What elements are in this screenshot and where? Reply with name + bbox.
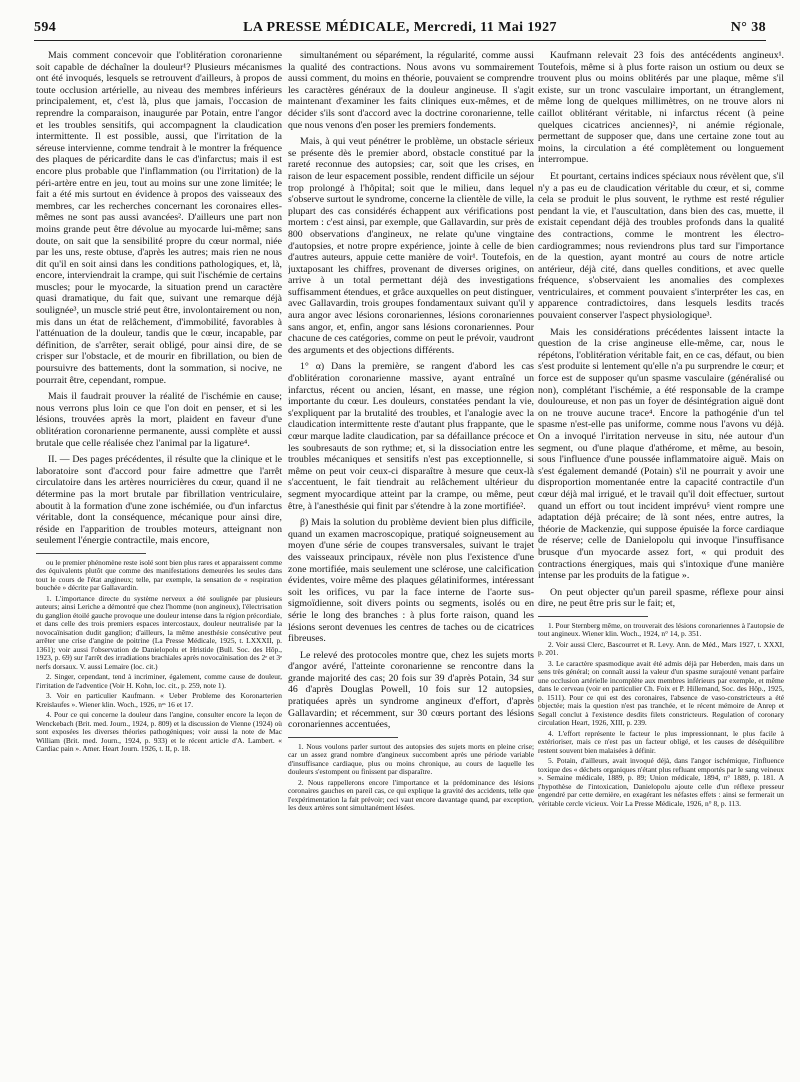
body-paragraph: Mais comment concevoir que l'oblitération coronarienne soit capable de déchaîner la douleur¹? Plusieurs mécanismes ont été invoqués, lesquels se retrouvent d'ailleurs, à propos de toute occlusion artérielle, au niveau des membres inférieurs principalement, et, c'est là, plus que jamais, l'occasion de reprendre la comparaison, inaugurée par Potain, entre l'angor et les troubles sensitifs, qui accompagnent la claudication intermittente. Il est possible, aussi, que l'irritation de la séreuse intervienne, comme tendrait à le montrer la fréquence des plaques de péricardite dans le cas d'infarctus; mais il est encore plus probable que l'inflammation (ou l'irritation) de la péri-artère entre en jeu, tout au moins sur une zone limitée; le fait a été mis surtout en évidence à propos des vaisseaux des membres, car les recherches concernant les coronaires elles-mêmes ne sont pas aussi avancées². D'ailleurs une part non moins grande peut être dévolue au myocarde lui-même; sans doute, on sait que la sensibilité propre du cœur normal, niée par les uns, reste obtuse, d'après les autres; mais rien ne nous dit qu'il en soit ainsi dans les conditions pathologiques, et, là, encore, interviendrait la crampe, qui suit l'ischémie de certains muscles; pour le myocarde, la situation prend un caractère quasi dramatique, du fait que, suivant une remarque déjà soulignée³, un muscle strié peut être, involontairement ou non, mis dans un état de relâchement, d'immobilité, favorables à l'atténuation de la douleur, tandis que le cœur, incapable, par définition, de s'arrêter, serait obligé, pour ainsi dire, de se crisper sur l'obstacle, et de mourir en fibrillation, ou bien de poursuivre des battements, dont la sommation, si nocive, ne pourrait être, cependant, rompue.: [36, 50, 282, 386]
running-header: [34, 18, 766, 41]
footnote: 5. Potain, d'ailleurs, avait invoqué déjà, dans l'angor ischémique, l'influence toxique des « déchets organiques n'étant plus refluant emportés par le sang veineux ». Semaine médicale, 1889, p. 89; Union médicale, 1894, n° 1889, p. 181. A l'hypothèse de l'intoxication, Danielopolu ajoute celle d'un réflexe presseur engendré par cette dernière, en exagérant les néfastes effets : ainsi se fermerait un véritable cercle vicieux. Voir La Presse Médicale, 1926, n° 8, p. 113.: [538, 756, 784, 808]
footnote: 2. Singer, cependant, tend à incriminer, également, comme cause de douleur, l'irritation de l'adventice (Voir H. Kohn, loc. cit., p. 259, note 1).: [36, 672, 282, 690]
column-2: [288, 50, 534, 1070]
column-3: [538, 50, 784, 1070]
footnote: 2. Voir aussi Clerc, Bascourret et R. Levy. Ann. de Méd., Mars 1927, t. XXXI, p. 201.: [538, 639, 784, 658]
footnote: 2. Nous rappellerons encore l'importance et la prédominance des lésions coronaires gauches en pareil cas, ce qui explique la gravité des accidents, telle que l'expérimentation la fait prévoir; ceci vaut encore davantage quand, par exception, les deux artères sont simultanément lésées.: [288, 777, 534, 813]
journal-title: LA PRESSE MÉDICALE, Mercredi, 11 Mai 1927: [243, 20, 557, 35]
footnote: 4. Pour ce qui concerne la douleur dans l'angine, consulter encore la leçon de Wenckebach (Brit. med. Journ., 1924, p. 809) et la discussion de Vienne (1924) où sont exposées les diverses théories pathogéniques; voir aussi la note de Mac William (Brit. med. Journ., 1924, p. 933) et le récent article d'A. Lambert. « Cardiac pain ». Amer. Heart Journ. 1926, t. II, p. 18.: [36, 710, 282, 754]
footnote: 3. Voir en particulier Kaufmann. « Ueber Probleme des Koronarterien Kreislaufes ». Wiener klin. Woch., 1926, nᵒˢ 16 et 17.: [36, 691, 282, 709]
body-paragraph: Et pourtant, certains indices spéciaux nous révèlent que, s'il n'y a pas eu de claudication véritable du cœur, et si, comme cela se produit le plus souvent, le rythme est resté régulier pendant la vie, et l'auscultation, dans bien des cas, muette, il existait cependant déjà des troubles profonds dans la qualité des contractions, comme le montrent les électro-cardiogrammes; nous reviendrons plus tard sur l'importance de la question, ayant montré au cours de notre article antérieur, déjà cité, dans quelles conditions, et avec quelle fréquence, s'observaient les anomalies des complexes ventriculaires, et comment pouvaient s'interpréter les cas, en apparence contradictoires, dans lesquels lesdits tracés pouvaient conserver l'aspect physiologique³.: [538, 170, 784, 322]
body-paragraph: II. — Des pages précédentes, il résulte que la clinique et le laboratoire sont d'accord pour faire admettre que l'arrêt circulatoire dans les artères nourricières du cœur, quand il ne détermine pas la mort brutale par fibrillation ventriculaire, aboutit à la formation d'une zone ischémiée, ou d'un infarctus véritable, dont la conséquence, mécanique pour ainsi dire, réside en l'apparition de troubles moteurs, atteignant non seulement l'énergie contractile, mais encore,: [36, 454, 282, 547]
body-paragraph: Mais, à qui veut pénétrer le problème, un obstacle sérieux se présente dès le premier abord, obstacle constitué par la rareté reconnue des autopsies; car, soit que les crises, en raison de leur espacement possible, rendent difficile un séjour trop prolongé à l'hôpital; soit que le milieu, dans lequel s'observe surtout le syndrome, concerne la clientèle de ville, la plupart des cas considérés échappent aux vérifications post mortem : c'est ainsi, par exemple, que Gallavardin, sur près de 800 observations d'angineux, ne relate qu'une vingtaine d'autopsies, et notre propre expérience, jointe à celle de bien d'autres auteurs, appuie cette manière de voir¹. Toutefois, en juxtaposant les chiffres, provenant de diverses origines, on arrive à un total permettant déjà des investigations suffisamment étendues, et grâce auxquelles on peut distinguer, avec Gallavardin, trois groupes fondamentaux suivant qu'il y aura angor avec lésions coronariennes, lésions coronariennes sans angor, et, enfin, angor sans lésions coronariennes. Pour chacune de ces catégories, comme on peut le prévoir, vaudront des arguments et des objections différents.: [288, 136, 534, 356]
body-paragraph: Le relevé des protocoles montre que, chez les sujets morts d'angor avéré, l'atteinte coronarienne se rencontre dans la grande majorité des cas; 20 fois sur 39 d'après Potain, 34 sur 46 d'après Douglas Powell, 10 fois sur 12 autopsies, pratiquées après un syndrome angineux d'effort, d'après Gallavardin; et récemment, sur 30 cœurs portant des lésions coronariennes accentuées,: [288, 649, 534, 731]
body-paragraph: Kaufmann relevait 23 fois des antécédents angineux¹. Toutefois, même si à plus forte raison un ostium ou deux se trouvent plus ou moins oblitérés par une plaque, même s'il existe, sur un tronc vasculaire important, un étranglement, même long de quelques millimètres, on ne trouve alors ni caillot oblitérant véritable, ni infarctus récent (à peine quelques cicatrices anciennes)², ni anémie régionale, permettant de supposer que, dans une certaine zone tout au moins, la circulation a été complètement ou longuement interrompue.: [538, 50, 784, 166]
footnote-separator: [288, 737, 398, 738]
footnote: 1. L'importance directe du système nerveux a été soulignée par plusieurs auteurs; ainsi Leriche a démontré que chez l'homme (non angineux), l'électrisation du ganglion étoilé gauche provoque une douleur intense dans la région précordiale, et dans celle des trois premiers espaces intercostaux, douleur neutralisée par la novocaïnisation dudit ganglion; d'ailleurs, la même anesthésie consécutive peut arrêter une crise d'angine de poitrine (La Presse Médicale, 1925, t. LXXXII, p. 1361); voir aussi l'observation de Danielopolu et Hristide (Bull. Soc. des Hôp., 1923, p. 69) sur l'arrêt des irradiations brachiales après novocaïnisation des 2ᵉ et 3ᵉ nerfs dorsaux. V. aussi Lemaire (loc. cit.): [36, 593, 282, 671]
body-paragraph: Mais les considérations précédentes laissent intacte la question de la crise angineuse elle-même, car, nous le répétons, l'oblitération véritable fait, en ce cas, défaut, ou bien s'est produite si lentement qu'elle n'a pu surprendre le cœur; et force est de supposer qu'un spasme vasculaire (généralisé ou non), complétant l'ischémie, a été responsable de la crampe douloureuse, et non pas un foyer de désintégration aiguë dont on ne trouve aucune trace⁴. Encore la pathogénie d'un tel spasme n'est-elle pas uniforme, comme nous l'avons vu déjà. On a invoqué l'irritation nerveuse in situ, née autour d'un segment, ou d'une plaque d'athérome, et même, au besoin, sous l'influence d'une poussée inflammatoire aiguë. Mais on s'est également demandé (Potain) s'il ne pourrait y avoir une disproportion momentanée entre la capacité contractile d'un cœur déjà mal irrigué, et le travail qu'il doit effectuer, surtout quand un effort ou tout incident imprévu⁵ vient rompre une adaptation déjà précaire; de là sont nées, entre autres, la théorie de Mackenzie, qui suppose épuisée la force cardiaque de réserve; celle de Danielopolu qui invoque l'insuffisance brusque d'un myocarde assez fort, « qui produit des contractions énergiques, mais qui s'intoxique d'une manière intense par les produits de la fatigue ».: [538, 326, 784, 582]
body-paragraph: 1° α) Dans la première, se rangent d'abord les cas d'oblitération coronarienne massive, ayant entraîné un infarctus, récent ou ancien, lésant, en masse, une région importante du cœur. Les douleurs, constatées pendant la vie, s'expliquent par la brutalité des troubles, et l'analogie avec la claudication intermittente reste d'autant plus frappante, que le cœur marque ladite claudication, par sa défaillance précoce et les soubresauts de son rythme; et, si la dissociation entre les troubles mécaniques et sensitifs n'est pas exceptionnelle, si même on peut voir ceux-ci disparaître à mesure que ceux-là s'accentuent, le fait tiendrait au relâchement ultérieur du segment myocardique atteint par la crampe, ou même, peut être, à l'anesthésie qui finit par s'étendre à la zone mortifiée².: [288, 361, 534, 512]
footnote: 3. Le caractère spasmodique avait été admis déjà par Heberden, mais dans un sens très général; on connaît aussi la valeur d'un spasme surajouté venant parfaire une occlusion artérielle incomplète aux membres inférieurs par exemple, et même dans le cerveau (voir en particulier Ch. Foix et P. Hillemand, Soc. des Hôp., 1925, p. 1511). Pour ce qui est des coronaires, l'absence de vaso-constricteurs a été objectée; mais la question n'est pas tranchée, et le récent mémoire de Anrep et Segall conclut à l'existence desdits filets constricteurs. Regulation of coronary circulation Heart, 1926, XIII, p. 239.: [538, 658, 784, 728]
footnotes: [36, 559, 282, 754]
footnote: 1. Pour Sternberg même, on trouverait des lésions coronariennes à l'autopsie de tout angineux. Wiener klin. Woch., 1924, n° 14, p. 351.: [538, 620, 784, 639]
body-paragraph: β) Mais la solution du problème devient bien plus difficile, quand un examen macroscopique, pratiqué soigneusement au moyen d'une série de coupes transversales, suivant le trajet des vaisseaux principaux, révèle non plus l'existence d'une zone mortifiée, mais seulement une sclérose, une calcification évidentes, voire même des plaques gélatiniformes, intéressant soit les orifices, vu par la face interne de l'aorte sus-sigmoïdienne, soit divers points ou segments, isolés ou en série le long des branches : à plus forte raison, quand les lésions seront devenues les centres de taches ou de cicatrices fibreuses.: [288, 517, 534, 645]
issue-number: N° 38: [730, 20, 766, 35]
body-paragraph: simultanément ou séparément, la régularité, comme aussi la qualité des contractions. Nous avons vu sommairement aussi comment, du moins en théorie, pouvaient se comprendre les caractères généraux de la douleur angineuse. Il s'agit maintenant d'examiner les faits cliniques eux-mêmes, et de décider s'ils sont d'accord avec la doctrine coronarienne, telle que nous venons d'en poser les premiers fondements.: [288, 50, 534, 131]
footnote: 1. Nous voulons parler surtout des autopsies des sujets morts en pleine crise; car un assez grand nombre d'angineux succombent après une période variable d'insuffisance cardiaque, plus ou moins chronique, au cours de laquelle les douleurs s'estompent ou finissent par disparaître.: [288, 741, 534, 777]
column-1: [36, 50, 282, 1070]
footnote-separator: [36, 553, 146, 554]
page-number: 594: [34, 20, 57, 35]
footnotes: [288, 743, 534, 813]
body-paragraph: Mais il faudrait prouver la réalité de l'ischémie en cause; nous verrons plus loin ce que l'on doit en penser, et si les lésions, trouvées après la mort, plaident en faveur d'une oblitération coronarienne permanente, aussi complète et aussi brutale que celle réalisée chez l'animal par la ligature⁴.: [36, 391, 282, 449]
footnotes: [538, 622, 784, 809]
footnote: 4. L'effort représente le facteur le plus impressionnant, le plus facile à extérioriser, mais ce n'est pas un facteur obligé, et les causes de déséquilibre restent souvent bien malaisées à définir.: [538, 728, 784, 755]
body-paragraph: On peut objecter qu'un pareil spasme, réflexe pour ainsi dire, ne peut être pris sur le fait; et,: [538, 586, 784, 610]
footnote-separator: [538, 616, 648, 617]
footnote: ou le premier phénomène reste isolé sont bien plus rares et apparaissent comme des équivalents plutôt que comme des manifestations demeurées les seules dans tout le cours de l'état angineux; telle, par exemple, la sensation de « respiration bouchée » décrite par Gallavardin.: [36, 557, 282, 593]
